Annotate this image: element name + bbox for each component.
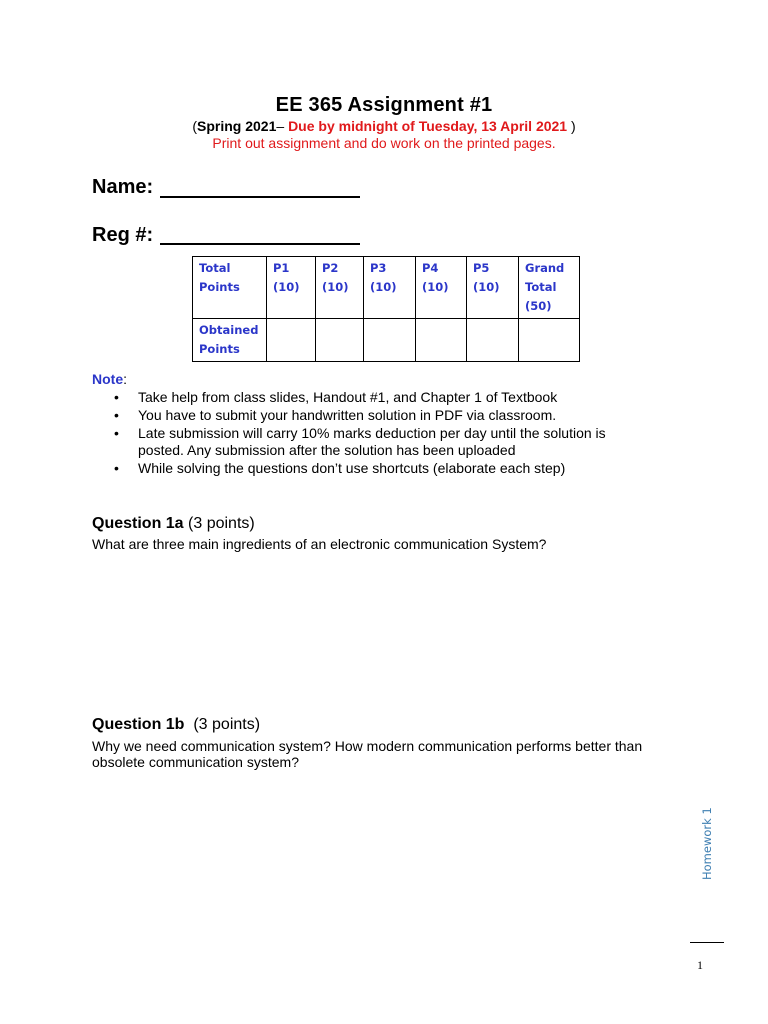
- row-label-text: Points: [199, 342, 240, 356]
- score-cell-p1[interactable]: [267, 319, 316, 362]
- question-points: (3 points): [193, 716, 261, 733]
- score-cell-p4[interactable]: [416, 319, 467, 362]
- obtained-points-label: [193, 319, 267, 362]
- note-item: [92, 407, 652, 424]
- print-instruction: Print out assignment and do work on the printed pages.: [212, 135, 556, 151]
- score-cell-p2[interactable]: [316, 319, 364, 362]
- reg-label: Reg #:: [92, 224, 154, 246]
- subtitle-open: (: [192, 118, 197, 134]
- score-table: [192, 256, 580, 362]
- question-1a-text: What are three main ingredients of an electronic communication System?: [92, 536, 547, 552]
- question-1a-title: [92, 515, 255, 533]
- score-obtained-row: [193, 319, 580, 362]
- header-p5: [467, 257, 519, 319]
- due-date: Due by midnight of Tuesday, 13 April 2021: [288, 118, 568, 134]
- note-label: Note: [92, 371, 124, 387]
- header-text: (10): [322, 280, 349, 294]
- question-1b-title: [92, 716, 260, 734]
- note-heading: [92, 371, 127, 387]
- page-number-rule: [690, 942, 724, 943]
- question-label: Question 1a: [92, 515, 184, 532]
- page-title: EE 365 Assignment #1: [275, 94, 493, 116]
- note-list: [92, 389, 652, 478]
- subtitle-close: ): [567, 118, 576, 134]
- row-label-text: Obtained: [199, 323, 259, 337]
- note-item: [92, 460, 652, 477]
- name-line[interactable]: [160, 196, 360, 198]
- header-text: P3: [370, 261, 387, 275]
- name-label: Name:: [92, 176, 154, 198]
- header-total-points: [193, 257, 267, 319]
- header-text: (10): [422, 280, 449, 294]
- header-grand-total: [519, 257, 580, 319]
- page-number: 1: [697, 958, 703, 972]
- header-text: Total: [525, 280, 557, 294]
- subtitle-dash: –: [276, 118, 289, 134]
- header-text: (10): [370, 280, 397, 294]
- bullet-icon: •: [114, 425, 119, 441]
- side-label-text: Homework 1: [700, 807, 714, 880]
- score-cell-p3[interactable]: [364, 319, 416, 362]
- note-colon: :: [123, 371, 128, 387]
- question-points: (3 points): [188, 515, 255, 532]
- header-text: P4: [422, 261, 439, 275]
- subtitle: [0, 118, 768, 134]
- score-cell-grand-total[interactable]: [519, 319, 580, 362]
- header-text: (10): [273, 280, 300, 294]
- note-item-text: While solving the questions don’t use shortcuts (elaborate each step): [138, 460, 566, 476]
- header-text: P2: [322, 261, 339, 275]
- note-item: [92, 389, 652, 406]
- header-p3: [364, 257, 416, 319]
- reg-line[interactable]: [160, 243, 360, 245]
- score-header-row: [193, 257, 580, 319]
- note-item-text: Late submission will carry 10% marks deduction per day until the solution is posted. Any submission after the solution has been uploaded: [138, 425, 606, 458]
- term-label: Spring 2021: [197, 118, 277, 134]
- header-text: (10): [473, 280, 500, 294]
- question-1b-text: Why we need communication system? How modern communication performs better than obsolete communication system?: [92, 738, 643, 770]
- bullet-icon: •: [114, 460, 119, 476]
- header-text: P5: [473, 261, 490, 275]
- header-text: Total: [199, 261, 231, 275]
- header-p1: [267, 257, 316, 319]
- header-text: P1: [273, 261, 290, 275]
- header-text: (50): [525, 299, 552, 313]
- note-item: [92, 425, 652, 459]
- question-label: Question 1b: [92, 716, 185, 733]
- header-text: Points: [199, 280, 240, 294]
- note-item-text: You have to submit your handwritten solution in PDF via classroom.: [138, 407, 557, 423]
- bullet-icon: •: [114, 407, 119, 423]
- header-p2: [316, 257, 364, 319]
- score-cell-p5[interactable]: [467, 319, 519, 362]
- header-text: Grand: [525, 261, 565, 275]
- bullet-icon: •: [114, 389, 119, 405]
- note-item-text: Take help from class slides, Handout #1, and Chapter 1 of Textbook: [138, 389, 558, 405]
- header-p4: [416, 257, 467, 319]
- homework-side-label: [700, 807, 724, 980]
